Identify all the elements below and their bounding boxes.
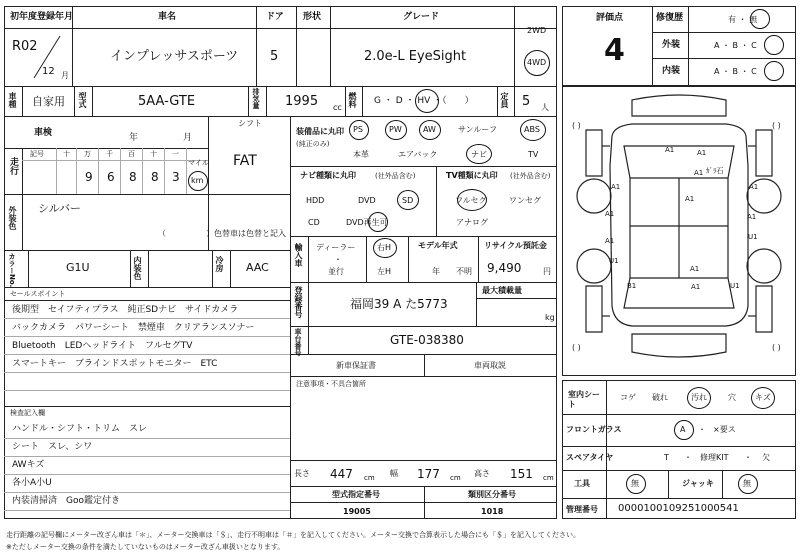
- navi-hdd: HDD: [306, 196, 325, 205]
- mileage-unit-2: 万: [84, 150, 91, 158]
- car-diagram-drawing: [562, 86, 796, 376]
- warranty-label: 新車保証書: [336, 361, 376, 370]
- damage-mark: A1: [690, 265, 700, 273]
- reg-no-label: 登録番号: [294, 286, 303, 318]
- spare-label: スペアタイヤ: [566, 453, 614, 462]
- damage-mark: A1: [611, 183, 621, 191]
- equipment-sublabel: (純正のみ): [296, 140, 330, 148]
- seat-option: 穴: [728, 393, 736, 402]
- max-load-unit: kg: [545, 313, 555, 322]
- fuel-label: 燃料: [348, 92, 357, 108]
- seat-option: キズ: [755, 393, 771, 402]
- spare-option: 欠: [762, 453, 770, 462]
- tools-label: 工具: [574, 479, 590, 488]
- color-no-value: G1U: [66, 261, 90, 274]
- model-value: 5AA-GTE: [138, 94, 196, 109]
- inspector-note-line: 各小A小U: [12, 478, 52, 488]
- navi-type-label: ナビ種類に丸印: [300, 171, 356, 180]
- sales-points-label: セールスポイント: [10, 290, 66, 298]
- import-dealer: ディーラー: [316, 243, 356, 252]
- inspector-note-line: AWキズ: [12, 460, 45, 470]
- svg-text:( ): ( ): [572, 343, 581, 352]
- shift-value: FAT: [233, 153, 257, 169]
- class-no-value: 1018: [481, 507, 504, 516]
- damage-mark: A1: [749, 183, 759, 191]
- capacity-label: 定員: [500, 92, 509, 108]
- equip-ps: PS: [353, 125, 363, 134]
- mileage-digit: 9: [85, 170, 93, 184]
- exterior-options: A ・ B ・ C: [714, 41, 757, 50]
- recycle-value: 9,490: [487, 261, 522, 275]
- score-label: 評価点: [596, 13, 624, 23]
- damage-mark: ｶﾞﾗ石: [706, 167, 724, 175]
- mileage-unit-3: 千: [106, 150, 113, 158]
- color-label: 外装色: [8, 206, 17, 230]
- height-unit: cm: [543, 474, 554, 482]
- capacity-value: 5: [522, 94, 531, 109]
- mileage-unit-6: 一: [172, 150, 179, 158]
- displacement-value: 1995: [285, 94, 319, 109]
- exterior-label: 外装: [662, 40, 681, 50]
- left-hand: 左H: [377, 267, 392, 276]
- svg-text:( ): ( ): [572, 121, 581, 130]
- seat-option: 破れ: [652, 393, 668, 402]
- interior-c-circle: [764, 61, 784, 81]
- damage-mark: A1: [691, 283, 701, 291]
- tools-value: 無: [631, 479, 639, 488]
- damage-mark: B1: [627, 282, 637, 290]
- damage-mark: U1: [609, 257, 619, 265]
- aircon-value: AAC: [246, 261, 269, 274]
- tv-analog: アナログ: [456, 218, 488, 227]
- chassis-value: GTE-038380: [390, 333, 464, 347]
- mgmt-value: 0000100109251000541: [618, 503, 739, 514]
- fuel-options: G ・ D ・ HV ・（ ）: [374, 96, 474, 106]
- right-hand: 右H: [377, 243, 392, 252]
- tv-fullseg: フルセグ: [455, 196, 487, 205]
- type-value: 自家用: [32, 95, 65, 108]
- equip-pw: PW: [389, 125, 402, 134]
- mileage-unit-1: 十: [63, 150, 70, 158]
- type-designation-value: 19005: [343, 507, 371, 516]
- navi-dvdplay: DVD再生可: [346, 218, 388, 227]
- max-load-label: 最大積載量: [482, 286, 522, 295]
- exterior-c-circle: [764, 35, 784, 55]
- equip-leather: 本革: [353, 150, 369, 159]
- shift-label: シフト: [238, 119, 262, 128]
- svg-text:( ): ( ): [772, 343, 781, 352]
- color-no-label: カラーNo.: [8, 253, 16, 288]
- mileage-digit: 8: [151, 170, 159, 184]
- aircon-label: 冷房: [215, 256, 224, 272]
- color-note: （ ）色替車は色替と記入: [158, 229, 286, 238]
- width-unit: cm: [450, 474, 461, 482]
- windshield-option: ・: [698, 425, 706, 434]
- length-label: 長さ: [294, 469, 310, 478]
- seat-option: コゲ: [620, 393, 636, 402]
- type-designation-label: 型式指定番号: [332, 490, 380, 499]
- fuel-hv-circle: [415, 89, 439, 113]
- import-label: 輸入車: [294, 243, 303, 267]
- month-unit: 月: [61, 71, 69, 80]
- inspector-note-line: 内装清掃済 Goo鑑定付き: [12, 496, 120, 506]
- year-reg-label: 初年度登録年月: [10, 12, 74, 22]
- equip-tv: TV: [528, 150, 539, 159]
- seat-option: 汚れ: [691, 393, 707, 402]
- cc-unit: cc: [333, 103, 342, 112]
- equip-abs: ABS: [524, 125, 540, 134]
- manual-label: 車両取説: [474, 361, 506, 370]
- class-no-label: 類別区分番号: [468, 490, 516, 499]
- spare-option: ・: [684, 453, 692, 462]
- damage-mark: A1: [665, 146, 675, 154]
- footer-line-1: 走行距離の記号欄にメーター改ざん車は「＊」、メーター交換車は「＄」、走行不明車は「＃」を記入してください。メーター交換で合算表示した場合にも「＄」を記入してください。: [6, 531, 580, 539]
- windshield-label: フロントガラス: [566, 425, 622, 434]
- seat-label: 室内シート: [568, 390, 600, 410]
- repair-label: 修復歴: [656, 13, 684, 23]
- length-unit: cm: [364, 474, 375, 482]
- displacement-label: 排気量: [252, 88, 260, 109]
- drive-2wd: 2WD: [527, 26, 547, 35]
- navi-cd: CD: [308, 218, 320, 227]
- spare-option: ・: [744, 453, 752, 462]
- damage-mark: U1: [730, 282, 740, 290]
- repair-none-circle: [750, 9, 770, 29]
- sales-point-line: Bluetooth LEDヘッドライト フルセグTV: [12, 341, 193, 351]
- sales-point-line: バックカメラ パワーシート 禁煙車 クリアランスソナー: [12, 323, 255, 333]
- length-value: 447: [330, 467, 353, 481]
- shaken-year-unit: 年: [129, 133, 139, 143]
- width-label: 幅: [390, 469, 398, 478]
- tv-type-sub: (社外品含む): [510, 172, 551, 180]
- footer-line-2: ※ただしメーター交換の条件を満たしていないものはメーター改ざん車扱いとなります。: [6, 543, 285, 551]
- spare-option: T: [664, 453, 669, 462]
- mileage-digit: 3: [172, 170, 180, 184]
- shaken-month-unit: 月: [183, 133, 193, 143]
- damage-mark: A1: [697, 149, 707, 157]
- grade-value: 2.0e-L EyeSight: [364, 49, 467, 64]
- mileage-unit-0: 記号: [30, 150, 44, 158]
- mileage-unit-4: 百: [128, 150, 135, 158]
- interior-label: 内装: [662, 66, 681, 76]
- sales-point-line: 後期型 セイフティプラス 純正SDナビ サイドカメラ: [12, 305, 239, 315]
- equip-sunroof: サンルーフ: [458, 125, 497, 134]
- damage-mark: A1: [685, 195, 695, 203]
- model-year-unit: 年: [432, 267, 440, 276]
- interior-color-label: 内装色: [133, 256, 142, 280]
- windshield-option: ×要ス: [713, 425, 736, 434]
- import-dot: ・: [334, 255, 342, 264]
- mileage-unit-7: マイル: [188, 159, 209, 167]
- shaken-label: 車検: [34, 128, 53, 138]
- tv-oneseg: ワンセグ: [509, 196, 541, 205]
- spare-option: 修理KIT: [700, 453, 729, 462]
- mgmt-label: 管理番号: [566, 505, 598, 514]
- drive-4wd: 4WD: [527, 58, 547, 67]
- windshield-option: A: [680, 425, 686, 434]
- jack-value: 無: [743, 479, 751, 488]
- model-year-value: 不明: [456, 267, 472, 276]
- type-label: 車種: [8, 92, 17, 108]
- person-unit: 人: [541, 103, 549, 112]
- interior-options: A ・ B ・ C: [714, 67, 757, 76]
- chassis-label: 車台番号: [294, 328, 302, 356]
- mileage-digit: 8: [129, 170, 137, 184]
- model-year-label: モデル年式: [418, 241, 458, 250]
- inspector-notes-label: 検査記入欄: [10, 409, 45, 417]
- jack-label: ジャッキ: [682, 479, 714, 488]
- damage-mark: U1: [748, 233, 758, 241]
- car-name-label: 車名: [158, 12, 177, 22]
- mileage-digit: 6: [107, 170, 115, 184]
- model-label: 型式: [78, 92, 87, 108]
- navi-type-sub: (社外品含む): [375, 172, 416, 180]
- reg-no-value: 福岡39 A た5773: [350, 297, 448, 311]
- mileage-unit-5: 十: [150, 150, 157, 158]
- height-label: 高さ: [474, 469, 490, 478]
- car-name: インプレッサスポーツ: [110, 49, 239, 64]
- navi-sd: SD: [402, 196, 414, 205]
- sales-point-line: スマートキー ブラインドスポットモニター ETC: [12, 359, 218, 369]
- recycle-label: リサイクル預託金: [484, 241, 547, 250]
- score-value: 4: [604, 33, 625, 68]
- equip-airbag: エアバック: [398, 150, 438, 159]
- grade-label: グレード: [403, 12, 440, 22]
- inspector-note-line: シート スレ、シワ: [12, 442, 93, 452]
- damage-mark: A1: [694, 169, 704, 177]
- repair-options: 有 ・ 無: [728, 15, 758, 24]
- import-parallel: 並行: [328, 267, 344, 276]
- equip-aw: AW: [423, 125, 436, 134]
- door-label: ドア: [266, 12, 284, 22]
- km-unit: km: [191, 176, 204, 185]
- height-value: 151: [510, 467, 533, 481]
- inspector-note-line: ハンドル・シフト・トリム スレ: [12, 424, 148, 434]
- year-reg-era: R02: [12, 39, 38, 54]
- tv-type-label: TV種類に丸印: [446, 171, 498, 180]
- notes-label: 注意事項・不具合箇所: [296, 380, 366, 388]
- damage-mark: A1: [605, 237, 615, 245]
- svg-text:( ): ( ): [772, 121, 781, 130]
- damage-mark: A1: [605, 210, 615, 218]
- color-value: シルバー: [38, 202, 81, 215]
- year-reg-month: 12: [42, 66, 55, 77]
- equip-navi: ナビ: [471, 150, 487, 159]
- width-value: 177: [417, 467, 440, 481]
- door-value: 5: [270, 49, 279, 64]
- shape-label: 形状: [303, 12, 322, 22]
- equipment-label: 装備品に丸印: [296, 127, 344, 136]
- mileage-label: 走行: [8, 157, 18, 175]
- recycle-yen: 円: [543, 267, 551, 276]
- navi-dvd: DVD: [358, 196, 376, 205]
- damage-mark: A1: [747, 213, 757, 221]
